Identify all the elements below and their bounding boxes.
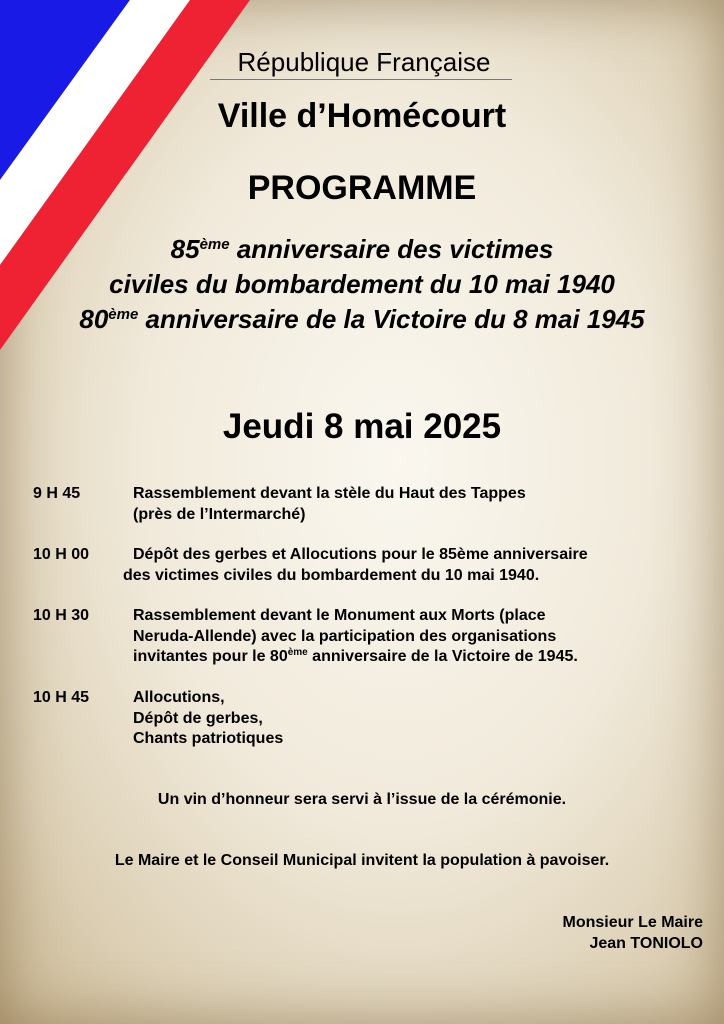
anniversary-line-2: civiles du bombardement du 10 mai 1940	[109, 269, 615, 299]
city-title: Ville d’Homécourt	[217, 97, 507, 135]
header-divider	[210, 79, 512, 80]
schedule-description	[133, 688, 283, 750]
schedule-line: Neruda-Allende) avec la participation des organisations	[133, 627, 557, 645]
ordinal-suffix: ème	[108, 306, 139, 323]
anniversary-heading	[0, 232, 724, 337]
schedule-line-end: anniversaire de la Victoire de 1945.	[307, 648, 578, 665]
programme-title: PROGRAMME	[247, 169, 477, 207]
anniversary-line-1	[0, 232, 724, 267]
republic-heading: République Française	[237, 47, 491, 77]
invitation-notice: Le Maire et le Conseil Municipal invitent la population à pavoiser.	[114, 852, 610, 869]
schedule-time: 9 H 45	[33, 485, 81, 502]
schedule-description	[133, 484, 526, 525]
mayor-title: Monsieur Le Maire	[562, 914, 703, 931]
schedule-time: 10 H 00	[33, 546, 90, 563]
ordinal-suffix: ème	[287, 647, 308, 658]
schedule-description	[133, 606, 578, 668]
anniversary-text-1: anniversaire des victimes	[229, 234, 554, 264]
schedule-time: 10 H 45	[33, 689, 90, 706]
schedule-line	[133, 647, 578, 668]
schedule-description	[123, 545, 588, 586]
schedule-line: Rassemblement devant la stèle du Haut des Tappes	[133, 485, 526, 502]
schedule-line: (près de l’Intermarché)	[133, 505, 306, 523]
anniversary-number-80: 80	[79, 304, 109, 334]
schedule-line: des victimes civiles du bombardement du 10 mai 1940.	[123, 566, 540, 584]
anniversary-line-3	[0, 302, 724, 337]
schedule-line: Dépôt de gerbes,	[133, 709, 263, 727]
ordinal-suffix: ème	[199, 236, 230, 253]
schedule-line: Rassemblement devant le Monument aux Morts (place	[133, 607, 546, 624]
event-date: Jeudi 8 mai 2025	[222, 407, 502, 446]
anniversary-text-3: anniversaire de la Victoire du 8 mai 1945	[138, 304, 645, 334]
schedule-time: 10 H 30	[33, 607, 90, 624]
anniversary-number-85: 85	[170, 234, 200, 264]
schedule-line: Dépôt des gerbes et Allocutions pour le 85ème anniversaire	[133, 546, 588, 563]
schedule-line: Chants patriotiques	[133, 730, 284, 747]
schedule-line: Allocutions,	[133, 689, 225, 706]
schedule-line-start: invitantes pour le 80	[133, 648, 288, 665]
reception-notice: Un vin d’honneur sera servi à l’issue de la cérémonie.	[157, 791, 567, 808]
signature-block	[563, 912, 703, 954]
mayor-name: Jean TONIOLO	[589, 935, 703, 952]
